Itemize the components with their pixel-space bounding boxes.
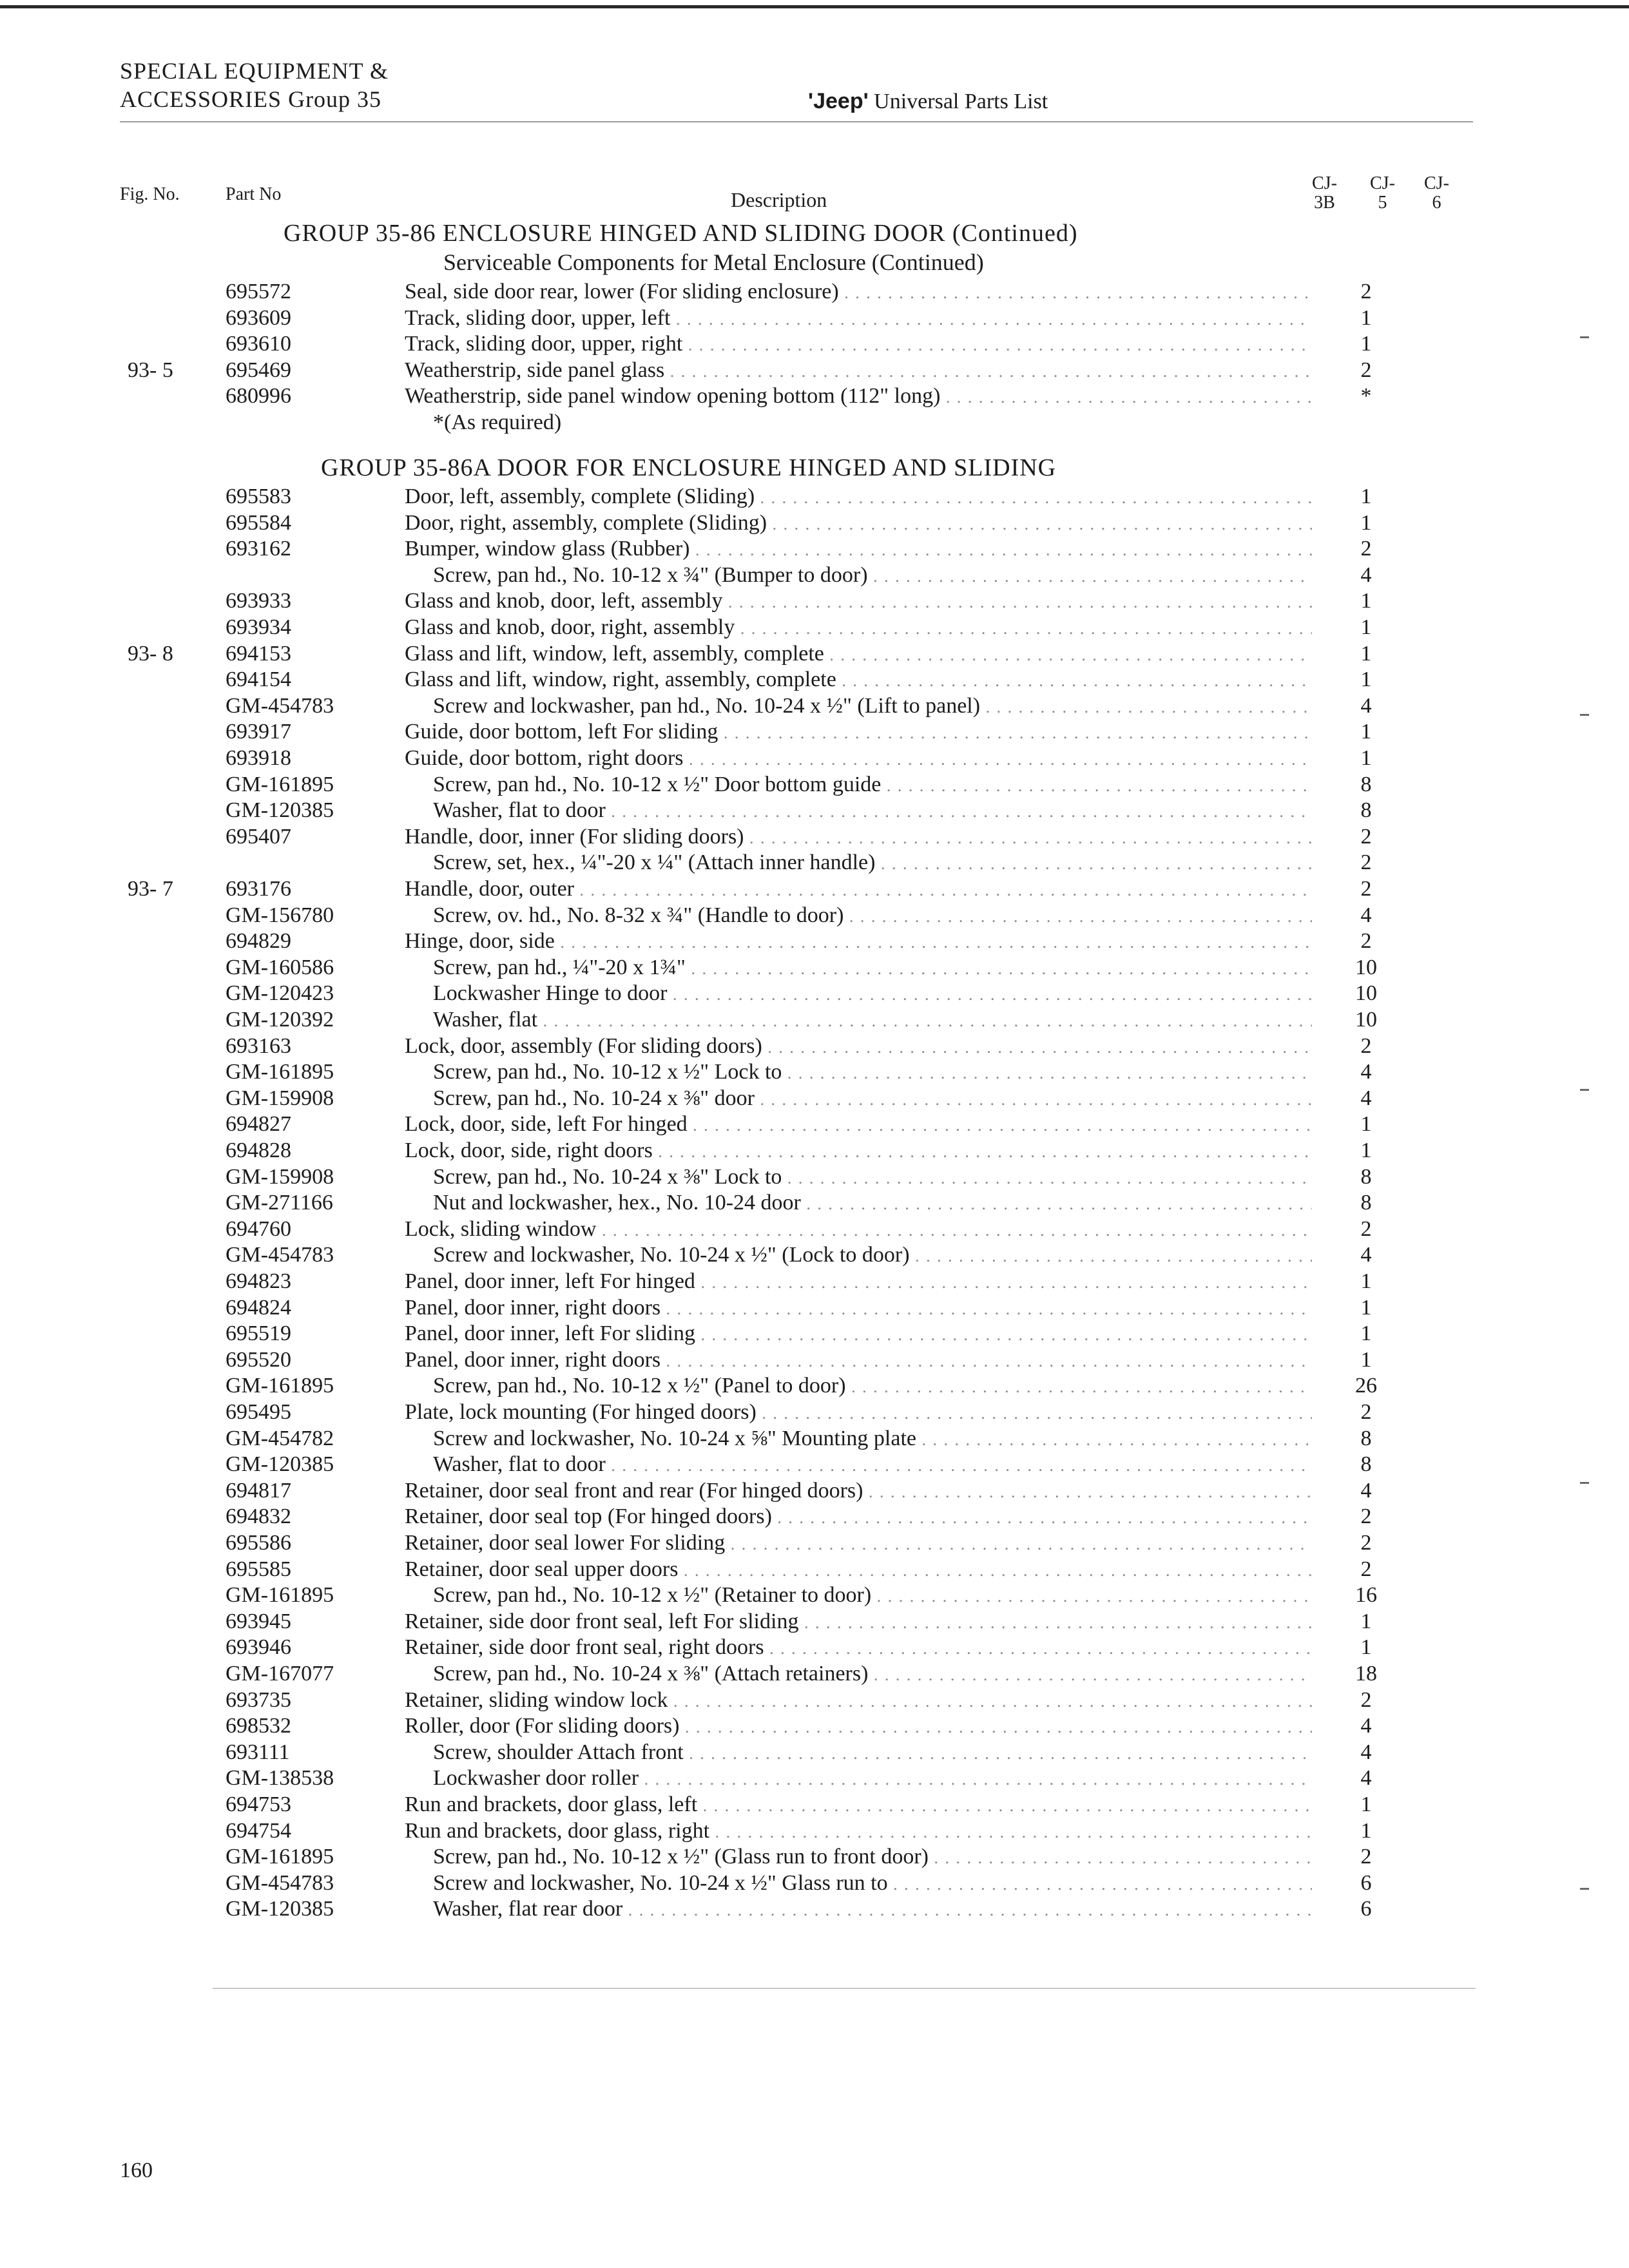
quantity-cj3b: 1 [1360, 1139, 1372, 1162]
part-description: Lockwasher Hinge to door . . . [433, 981, 1312, 1006]
part-description: Washer, flat to door . . . [433, 1452, 1312, 1477]
table-row [0, 1269, 1629, 1296]
table-row [0, 563, 1629, 590]
part-description: Glass and lift, window, right, assembly, complete . . . [405, 668, 1312, 692]
quantity-cj3b: 10 [1355, 981, 1377, 1006]
quantity-cj3b: 1 [1360, 510, 1372, 535]
table-row [0, 306, 1629, 332]
part-description: Retainer, door seal top (For hinged doors) . . . [405, 1504, 1312, 1529]
part-description: Washer, flat . . . [433, 1008, 1312, 1032]
part-number: 695583 [226, 485, 291, 508]
quantity-cj3b: 1 [1360, 746, 1372, 770]
table-row [0, 929, 1629, 956]
table-row [0, 746, 1629, 773]
quantity-cj3b: 4 [1360, 1060, 1372, 1084]
quantity-cj3b: 2 [1360, 537, 1372, 561]
quantity-cj3b: 8 [1360, 1191, 1372, 1215]
part-number: 695469 [226, 358, 291, 382]
part-number: GM-120392 [226, 1008, 334, 1032]
part-description: Washer, flat rear door . . . [433, 1897, 1312, 1921]
quantity-cj3b: 2 [1360, 1400, 1372, 1424]
part-description: Screw, pan hd., No. 10-24 x ⅜" Lock to . . . [433, 1165, 1312, 1189]
col-header-cj6-bottom: 6 [1432, 193, 1441, 213]
part-number: GM-120385 [226, 1897, 334, 1921]
group-title-35-86: GROUP 35-86 ENCLOSURE HINGED AND SLIDING DOOR (Continued) [284, 220, 1078, 247]
part-number: 693946 [226, 1635, 291, 1660]
table-row [0, 589, 1629, 615]
quantity-cj3b: 1 [1360, 720, 1372, 744]
table-row [0, 1819, 1629, 1845]
margin-mark [1580, 1888, 1589, 1890]
fig-number: 93- 5 [128, 358, 173, 382]
part-number: GM-454783 [226, 1870, 334, 1895]
table-row [0, 1008, 1629, 1034]
part-description: Weatherstrip, side panel window opening bottom (112" long) . . . [405, 384, 1312, 408]
section-header-line1: SPECIAL EQUIPMENT & [120, 58, 389, 84]
quantity-cj3b: 2 [1360, 1504, 1372, 1529]
part-number: 694824 [226, 1295, 291, 1320]
part-number: GM-156780 [226, 903, 334, 927]
part-number: 693609 [226, 305, 291, 330]
table-row [0, 1662, 1629, 1688]
quantity-cj3b: 1 [1360, 641, 1372, 666]
part-description: Retainer, sliding window lock . . . [405, 1688, 1312, 1713]
part-number: 693176 [226, 877, 291, 901]
book-title-text: Universal Parts List [874, 90, 1048, 113]
table-row [0, 1374, 1629, 1400]
quantity-cj3b: 6 [1360, 1870, 1372, 1895]
table-row [0, 798, 1629, 825]
part-number: GM-271166 [226, 1191, 333, 1215]
table-row [0, 1191, 1629, 1217]
table-row [0, 358, 1629, 385]
col-header-cj6-top: CJ- [1424, 173, 1449, 193]
quantity-cj3b: 4 [1360, 693, 1372, 718]
quantity-cj3b: 8 [1360, 1452, 1372, 1477]
part-number: 693934 [226, 615, 291, 639]
table-row [0, 1531, 1629, 1557]
quantity-cj3b: 4 [1360, 562, 1372, 587]
table-row [0, 773, 1629, 799]
part-number: GM-161895 [226, 1060, 334, 1084]
part-description: Screw, pan hd., No. 10-12 x ½" Door bottom guide . . . [433, 773, 1312, 797]
table-row [0, 332, 1629, 358]
part-description: Lockwasher door roller . . . [433, 1766, 1312, 1791]
part-number: 693917 [226, 720, 291, 744]
part-number: 693111 [226, 1740, 290, 1764]
col-header-cj3b-top: CJ- [1312, 173, 1337, 193]
table-row [0, 410, 1629, 437]
part-number: 693610 [226, 332, 291, 356]
col-header-cj5-bottom: 5 [1378, 193, 1387, 213]
part-number: 694817 [226, 1478, 291, 1503]
quantity-cj3b: 4 [1360, 1478, 1372, 1503]
table-row [0, 956, 1629, 982]
col-header-cj3b-bottom: 3B [1314, 193, 1335, 213]
table-row [0, 642, 1629, 668]
part-description: *(As required) [433, 410, 562, 434]
quantity-cj3b: 8 [1360, 1164, 1372, 1189]
part-description: Screw and lockwasher, pan hd., No. 10-24 x ½" (Lift to panel) . . . [433, 694, 1312, 718]
part-number: 694760 [226, 1216, 291, 1241]
part-description: Plate, lock mounting (For hinged doors) . . . [405, 1400, 1312, 1425]
part-number: 694828 [226, 1139, 291, 1162]
quantity-cj3b: 10 [1355, 1008, 1377, 1032]
quantity-cj3b: 1 [1360, 589, 1372, 613]
part-description: Panel, door inner, left For hinged . . . [405, 1269, 1312, 1294]
col-header-cj3b [1312, 174, 1337, 213]
table-row [0, 1452, 1629, 1479]
book-title [808, 89, 1048, 114]
part-number: GM-120385 [226, 798, 334, 823]
part-number: GM-167077 [226, 1662, 334, 1686]
quantity-cj3b: 4 [1360, 1714, 1372, 1738]
col-header-cj5-top: CJ- [1370, 173, 1395, 193]
fig-number: 93- 7 [128, 877, 173, 901]
quantity-cj3b: 2 [1360, 1557, 1372, 1581]
part-number: GM-120423 [226, 981, 334, 1006]
table-row [0, 1871, 1629, 1898]
col-header-description: Description [731, 188, 827, 211]
part-description: Glass and knob, door, right, assembly . . . [405, 615, 1312, 640]
part-description: Retainer, door seal lower For sliding . . . [405, 1531, 1312, 1555]
part-description: Retainer, door seal front and rear (For hinged doors) . . . [405, 1479, 1312, 1503]
table-row [0, 1845, 1629, 1871]
quantity-cj3b: 1 [1360, 485, 1372, 508]
part-description: Nut and lockwasher, hex., No. 10-24 door . . . [433, 1191, 1312, 1215]
quantity-cj3b: 1 [1360, 1792, 1372, 1816]
quantity-cj3b: 2 [1360, 1033, 1372, 1058]
part-number: GM-454783 [226, 693, 334, 718]
part-description: Handle, door, inner (For sliding doors) . . . [405, 825, 1312, 849]
part-number: 694754 [226, 1818, 291, 1843]
part-number: GM-160586 [226, 955, 334, 979]
table-row [0, 1217, 1629, 1244]
quantity-cj3b: 4 [1360, 1740, 1372, 1764]
part-description: Run and brackets, door glass, right . . . [405, 1819, 1312, 1843]
quantity-cj3b: 10 [1355, 955, 1377, 979]
part-description: Screw and lockwasher, No. 10-24 x ½" Glass run to . . . [433, 1871, 1312, 1896]
part-description: Glass and knob, door, left, assembly . . . [405, 589, 1312, 613]
quantity-cj3b: 2 [1360, 877, 1372, 901]
part-description: Door, left, assembly, complete (Sliding) . . . [405, 485, 1312, 509]
table-row [0, 694, 1629, 720]
table-row [0, 1139, 1629, 1165]
table-row [0, 1610, 1629, 1636]
quantity-cj3b: 1 [1360, 1269, 1372, 1293]
table-row [0, 615, 1629, 642]
quantity-cj3b: 4 [1360, 1766, 1372, 1791]
part-description: Panel, door inner, right doors . . . [405, 1348, 1312, 1372]
part-number: GM-161895 [226, 1845, 334, 1869]
part-number: GM-454782 [226, 1426, 334, 1450]
table-row [0, 1060, 1629, 1086]
table-row [0, 720, 1629, 746]
quantity-cj3b: 1 [1360, 1609, 1372, 1633]
part-number: 693933 [226, 589, 291, 613]
section-header [120, 57, 389, 113]
table-row [0, 1243, 1629, 1269]
part-description: Track, sliding door, upper, right . . . [405, 332, 1312, 356]
table-row [0, 1583, 1629, 1610]
quantity-cj3b: 4 [1360, 1086, 1372, 1110]
table-row [0, 1897, 1629, 1923]
part-description: Hinge, door, side . . . [405, 929, 1312, 954]
part-description: Lock, door, side, left For hinged . . . [405, 1112, 1312, 1137]
part-description: Lock, sliding window . . . [405, 1217, 1312, 1242]
table-row [0, 485, 1629, 511]
fig-number: 93- 8 [128, 641, 173, 666]
section-header-line2: ACCESSORIES Group 35 [120, 86, 382, 112]
part-description: Screw, pan hd., No. 10-12 x ½" Lock to . . . [433, 1060, 1312, 1084]
quantity-cj3b: 4 [1360, 903, 1372, 927]
part-description: Screw, shoulder Attach front . . . [433, 1740, 1312, 1765]
brand-name: 'Jeep' [808, 89, 869, 113]
table-row [0, 981, 1629, 1008]
table-row [0, 1086, 1629, 1113]
part-description: Door, right, assembly, complete (Sliding) . . . [405, 511, 1312, 535]
quantity-cj3b: 1 [1360, 1321, 1372, 1346]
col-header-fig: Fig. No. [120, 184, 180, 204]
part-description: Screw, pan hd., No. 10-24 x ⅜" door . . . [433, 1086, 1312, 1111]
quantity-cj3b: 16 [1355, 1583, 1377, 1608]
part-description: Roller, door (For sliding doors) . . . [405, 1714, 1312, 1738]
quantity-cj3b: 2 [1360, 929, 1372, 954]
part-number: GM-138538 [226, 1766, 334, 1791]
table-row [0, 1034, 1629, 1061]
part-number: 698532 [226, 1714, 291, 1738]
part-number: 695519 [226, 1321, 291, 1346]
part-description: Screw, pan hd., ¼"-20 x 1¾" . . . [433, 956, 1312, 980]
quantity-cj3b: 18 [1355, 1662, 1377, 1686]
quantity-cj3b: 2 [1360, 280, 1372, 303]
part-number: 694753 [226, 1792, 291, 1816]
part-description: Lock, door, assembly (For sliding doors) . . . [405, 1034, 1312, 1059]
quantity-cj3b: 8 [1360, 772, 1372, 796]
quantity-cj3b: 1 [1360, 332, 1372, 356]
table-row [0, 1557, 1629, 1584]
part-number: 695585 [226, 1557, 291, 1581]
part-number: GM-159908 [226, 1086, 334, 1110]
part-number: 693162 [226, 537, 291, 561]
part-description: Screw, pan hd., No. 10-12 x ¾" (Bumper to door) . . . [433, 563, 1312, 588]
table-row [0, 1740, 1629, 1767]
part-description: Screw, set, hex., ¼"-20 x ¼" (Attach inner handle) . . . [433, 850, 1312, 875]
group-title-35-86a: GROUP 35-86A DOOR FOR ENCLOSURE HINGED AND SLIDING [321, 454, 1057, 481]
table-row [0, 903, 1629, 930]
margin-mark [1580, 336, 1589, 338]
part-description: Track, sliding door, upper, left . . . [405, 306, 1312, 331]
part-description: Screw, pan hd., No. 10-12 x ½" (Retainer to door) . . . [433, 1583, 1312, 1608]
quantity-cj3b: 1 [1360, 1818, 1372, 1843]
part-description: Panel, door inner, left For sliding . . . [405, 1321, 1312, 1346]
part-number: 680996 [226, 384, 291, 408]
quantity-cj3b: 2 [1360, 1845, 1372, 1869]
part-number: 693163 [226, 1033, 291, 1058]
col-header-part: Part No [226, 184, 282, 204]
col-header-cj6 [1424, 174, 1449, 213]
margin-mark [1580, 714, 1589, 716]
table-row [0, 825, 1629, 851]
part-description: Screw, ov. hd., No. 8-32 x ¾" (Handle to door) . . . [433, 903, 1312, 928]
part-number: 694823 [226, 1269, 291, 1293]
table-row [0, 1321, 1629, 1348]
table-row [0, 511, 1629, 537]
part-description: Run and brackets, door glass, left . . . [405, 1792, 1312, 1817]
quantity-cj3b: 1 [1360, 305, 1372, 330]
table-row [0, 537, 1629, 563]
part-description: Screw and lockwasher, No. 10-24 x ½" (Lock to door) . . . [433, 1243, 1312, 1267]
quantity-cj3b: 1 [1360, 1112, 1372, 1137]
part-description: Guide, door bottom, right doors . . . [405, 746, 1312, 771]
table-row [0, 1714, 1629, 1740]
part-description: Lock, door, side, right doors . . . [405, 1139, 1312, 1163]
part-description: Washer, flat to door . . . [433, 798, 1312, 823]
table-row [0, 1792, 1629, 1819]
part-number: 693735 [226, 1687, 291, 1712]
quantity-cj3b: 1 [1360, 615, 1372, 639]
part-number: 695586 [226, 1531, 291, 1555]
part-description: Panel, door inner, right doors . . . [405, 1296, 1312, 1320]
quantity-cj3b: 1 [1360, 1347, 1372, 1372]
part-number: GM-161895 [226, 772, 334, 796]
part-number: 694829 [226, 929, 291, 954]
part-number: 694154 [226, 668, 291, 692]
quantity-cj3b: 1 [1360, 1295, 1372, 1320]
part-number: 695520 [226, 1347, 291, 1372]
quantity-cj3b: 4 [1360, 1243, 1372, 1267]
part-number: GM-159908 [226, 1164, 334, 1189]
part-number: GM-161895 [226, 1374, 334, 1398]
quantity-cj3b: * [1360, 384, 1372, 408]
part-description: Retainer, side door front seal, right doors . . . [405, 1635, 1312, 1660]
table-row [0, 1112, 1629, 1139]
part-description: Screw, pan hd., No. 10-12 x ½" (Glass run to front door) . . . [433, 1845, 1312, 1869]
table-row [0, 384, 1629, 410]
part-number: 693918 [226, 746, 291, 770]
table-row [0, 1296, 1629, 1322]
table-row [0, 1635, 1629, 1662]
header-rule [120, 121, 1473, 122]
part-description: Retainer, side door front seal, left For sliding . . . [405, 1610, 1312, 1634]
part-number: GM-120385 [226, 1452, 334, 1477]
part-description: Bumper, window glass (Rubber) . . . [405, 537, 1312, 561]
part-description: Screw and lockwasher, No. 10-24 x ⅝" Mounting plate . . . [433, 1427, 1312, 1451]
part-number: GM-454783 [226, 1243, 334, 1267]
part-number: 694827 [226, 1112, 291, 1137]
table-row [0, 1427, 1629, 1453]
part-description: Weatherstrip, side panel glass . . . [405, 358, 1312, 383]
quantity-cj3b: 2 [1360, 1216, 1372, 1241]
quantity-cj3b: 2 [1360, 1531, 1372, 1555]
table-row [0, 850, 1629, 877]
table-row [0, 1688, 1629, 1715]
part-description: Retainer, door seal upper doors . . . [405, 1557, 1312, 1582]
part-description: Screw, pan hd., No. 10-12 x ½" (Panel to door) . . . [433, 1374, 1312, 1398]
margin-mark [1580, 1089, 1589, 1091]
part-number: 694832 [226, 1504, 291, 1529]
part-number: 693945 [226, 1609, 291, 1633]
quantity-cj3b: 1 [1360, 1635, 1372, 1660]
quantity-cj3b: 1 [1360, 668, 1372, 692]
quantity-cj3b: 2 [1360, 1687, 1372, 1712]
quantity-cj3b: 6 [1360, 1897, 1372, 1921]
part-number: 695407 [226, 824, 291, 849]
quantity-cj3b: 26 [1355, 1374, 1377, 1398]
quantity-cj3b: 2 [1360, 824, 1372, 849]
quantity-cj3b: 8 [1360, 1426, 1372, 1450]
table-row [0, 877, 1629, 903]
part-number: 695584 [226, 510, 291, 535]
table-row [0, 1348, 1629, 1374]
table-row [0, 1479, 1629, 1505]
margin-mark [1580, 1482, 1589, 1484]
table-row [0, 668, 1629, 694]
part-number: 695495 [226, 1400, 291, 1424]
part-description: Glass and lift, window, left, assembly, complete . . . [405, 642, 1312, 666]
table-row [0, 1766, 1629, 1792]
table-row [0, 1400, 1629, 1427]
col-header-cj5 [1370, 174, 1395, 213]
part-description: Guide, door bottom, left For sliding . . . [405, 720, 1312, 744]
quantity-cj3b: 2 [1360, 850, 1372, 875]
quantity-cj3b: 2 [1360, 358, 1372, 382]
quantity-cj3b: 8 [1360, 798, 1372, 823]
part-description: Handle, door, outer . . . [405, 877, 1312, 901]
part-number: 694153 [226, 641, 291, 666]
page-number: 160 [120, 2158, 153, 2182]
bottom-rule [213, 1988, 1476, 1989]
table-row [0, 1165, 1629, 1191]
group-subtitle: Serviceable Components for Metal Enclosure (Continued) [443, 249, 984, 275]
part-number: 695572 [226, 280, 291, 303]
part-number: GM-161895 [226, 1583, 334, 1608]
top-border [0, 5, 1629, 8]
part-description: Seal, side door rear, lower (For sliding enclosure) . . . [405, 280, 1312, 304]
part-description: Screw, pan hd., No. 10-24 x ⅜" (Attach retainers) . . . [433, 1662, 1312, 1686]
table-row [0, 280, 1629, 306]
table-row [0, 1504, 1629, 1531]
